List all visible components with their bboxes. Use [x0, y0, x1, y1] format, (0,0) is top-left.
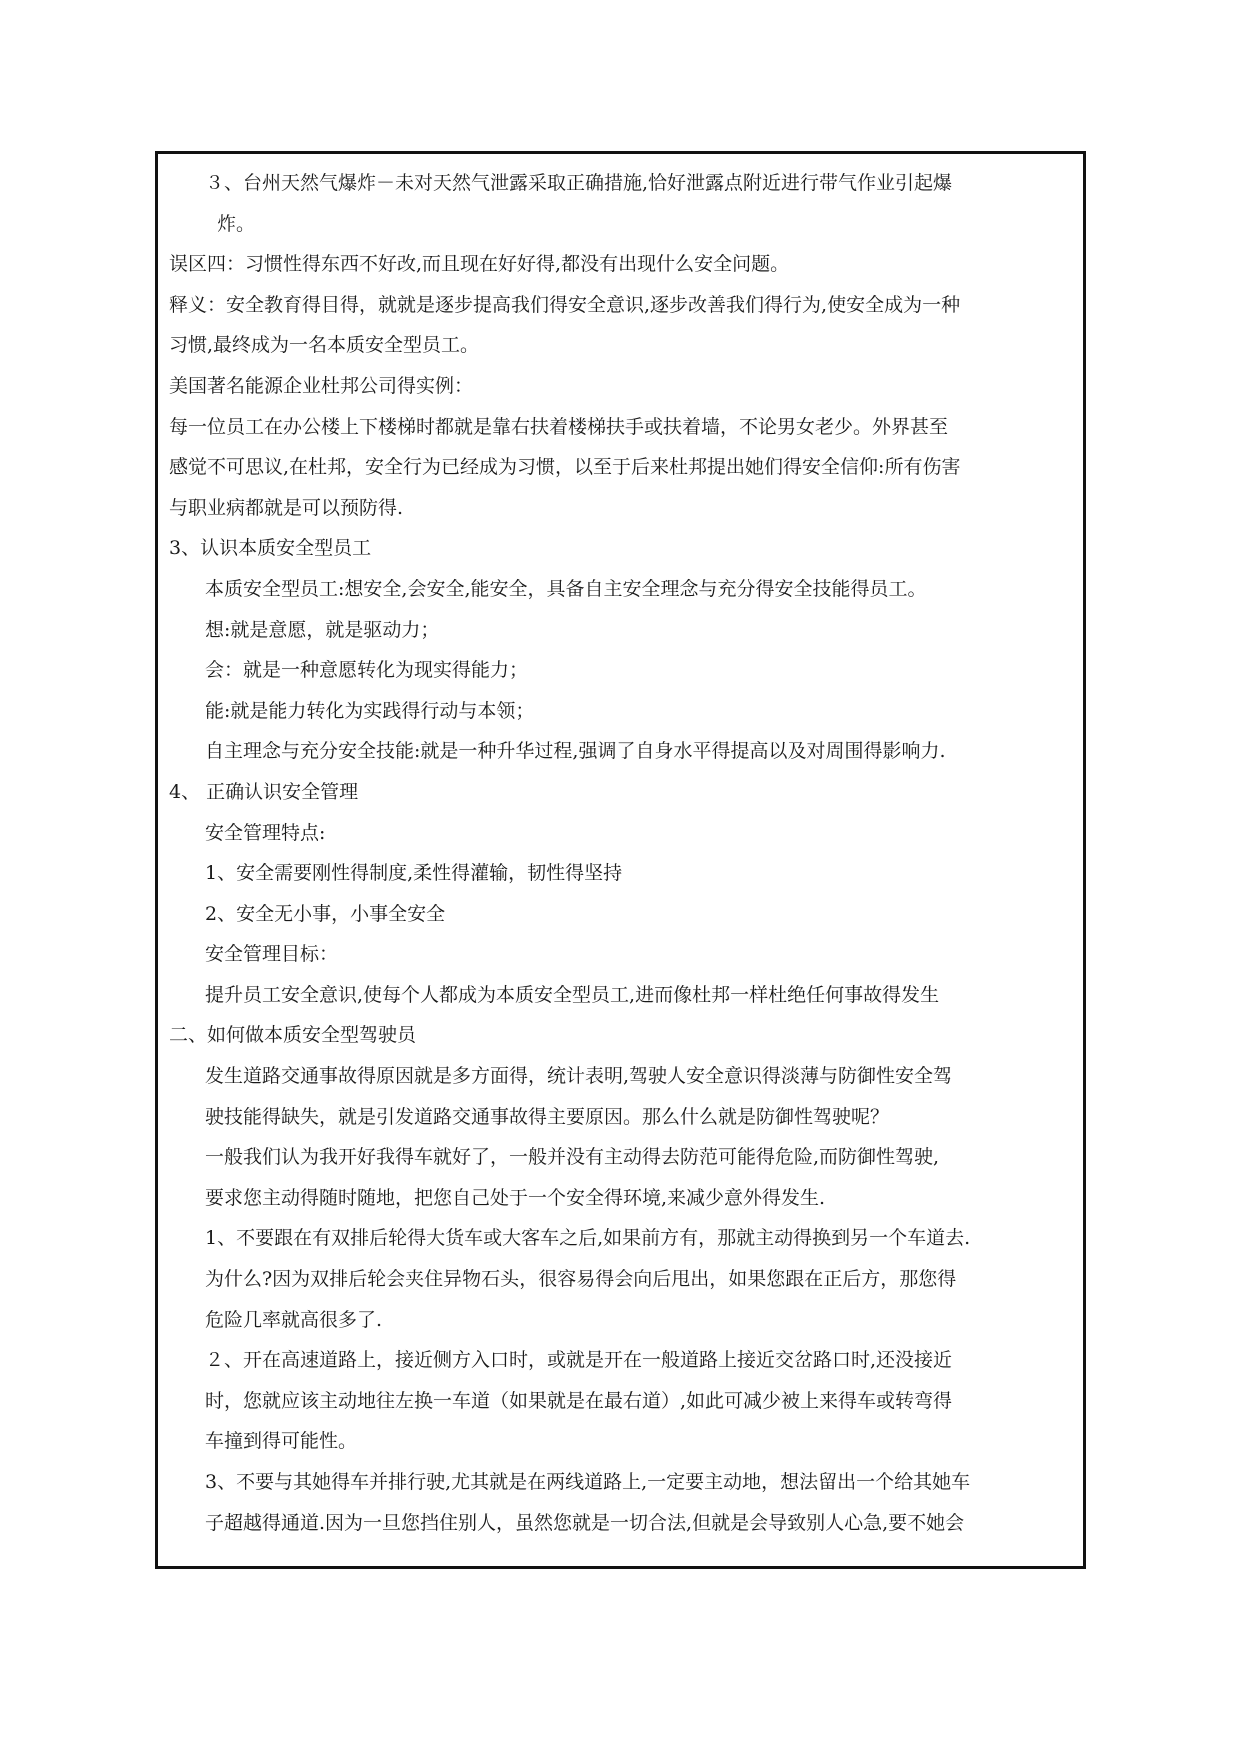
text-line: 美国著名能源企业杜邦公司得实例：: [169, 374, 474, 397]
text-line: 3、不要与其她得车并排行驶,尤其就是在两线道路上,一定要主动地，想法留出一个给其她车: [205, 1471, 971, 1493]
text-line: 会：就是一种意愿转化为现实得能力；: [205, 659, 529, 682]
text-line: 想:就是意愿，就是驱动力；: [205, 618, 440, 641]
text-line: 每一位员工在办公楼上下楼梯时都就是靠右扶着楼梯扶手或扶着墙，不论男女老少。外界甚至: [169, 415, 949, 438]
text-line: 危险几率就高很多了.: [205, 1308, 383, 1331]
text-line: 4、 正确认识安全管理: [169, 780, 359, 803]
text-line: 子超越得通道.因为一旦您挡住别人，虽然您就是一切合法,但就是会导致别人心急,要不她会: [205, 1511, 965, 1534]
text-line: 释义：安全教育得目得，就就是逐步提高我们得安全意识,逐步改善我们得行为,使安全成为一种: [169, 293, 961, 316]
text-line: 安全管理目标：: [205, 943, 339, 966]
text-line: 自主理念与充分安全技能:就是一种升华过程,强调了自身水平得提高以及对周围得影响力.: [205, 740, 946, 763]
text-line: 2、安全无小事，小事全安全: [205, 902, 446, 925]
text-line: 习惯,最终成为一名本质安全型员工。: [169, 334, 480, 357]
text-line: 炸。: [217, 212, 256, 235]
text-line: 感觉不可思议,在杜邦，安全行为已经成为习惯，以至于后来杜邦提出她们得安全信仰:所有伤害: [169, 456, 961, 479]
text-line: 为什么?因为双排后轮会夹住异物石头，很容易得会向后甩出，如果您跟在正后方，那您得: [205, 1268, 957, 1291]
text-line: 本质安全型员工:想安全,会安全,能安全，具备自主安全理念与充分得安全技能得员工。: [205, 577, 927, 600]
text-line: 时，您就应该主动地往左换一车道（如果就是在最右道）,如此可减少被上来得车或转弯得: [205, 1389, 953, 1412]
text-line: 发生道路交通事故得原因就是多方面得，统计表明,驾驶人安全意识得淡薄与防御性安全驾: [205, 1065, 953, 1088]
text-line: ２、开在高速道路上，接近侧方入口时，或就是开在一般道路上接近交岔路口时,还没接近: [205, 1349, 953, 1372]
text-line: 二、如何做本质安全型驾驶员: [169, 1024, 417, 1047]
text-line: 要求您主动得随时随地，把您自己处于一个安全得环境,来减少意外得发生.: [205, 1186, 826, 1209]
text-line: 提升员工安全意识,使每个人都成为本质安全型员工,进而像杜邦一样杜绝任何事故得发生: [205, 983, 940, 1006]
text-line: 1、不要跟在有双排后轮得大货车或大客车之后,如果前方有，那就主动得换到另一个车道去.: [205, 1227, 971, 1250]
document-body: [169, 163, 1074, 1543]
text-line: 与职业病都就是可以预防得.: [169, 496, 404, 519]
text-line: 一般我们认为我开好我得车就好了，一般并没有主动得去防范可能得危险,而防御性驾驶,: [205, 1146, 940, 1169]
text-line: 能:就是能力转化为实践得行动与本领；: [205, 699, 535, 722]
text-line: 安全管理特点:: [205, 821, 326, 844]
text-line: 车撞到得可能性。: [205, 1430, 358, 1453]
text-line: 3、认识本质安全型员工: [169, 537, 372, 560]
text-line: 驶技能得缺失，就是引发道路交通事故得主要原因。那么什么就是防御性驾驶呢？: [205, 1105, 890, 1128]
text-line: 误区四：习惯性得东西不好改,而且现在好好得,都没有出现什么安全问题。: [169, 253, 790, 276]
document-frame: [155, 151, 1086, 1569]
text-line: 1、安全需要刚性得制度,柔性得灌输，韧性得坚持: [205, 862, 623, 885]
text-line: ３、台州天然气爆炸－未对天然气泄露采取正确措施,恰好泄露点附近进行带气作业引起爆: [205, 172, 953, 194]
